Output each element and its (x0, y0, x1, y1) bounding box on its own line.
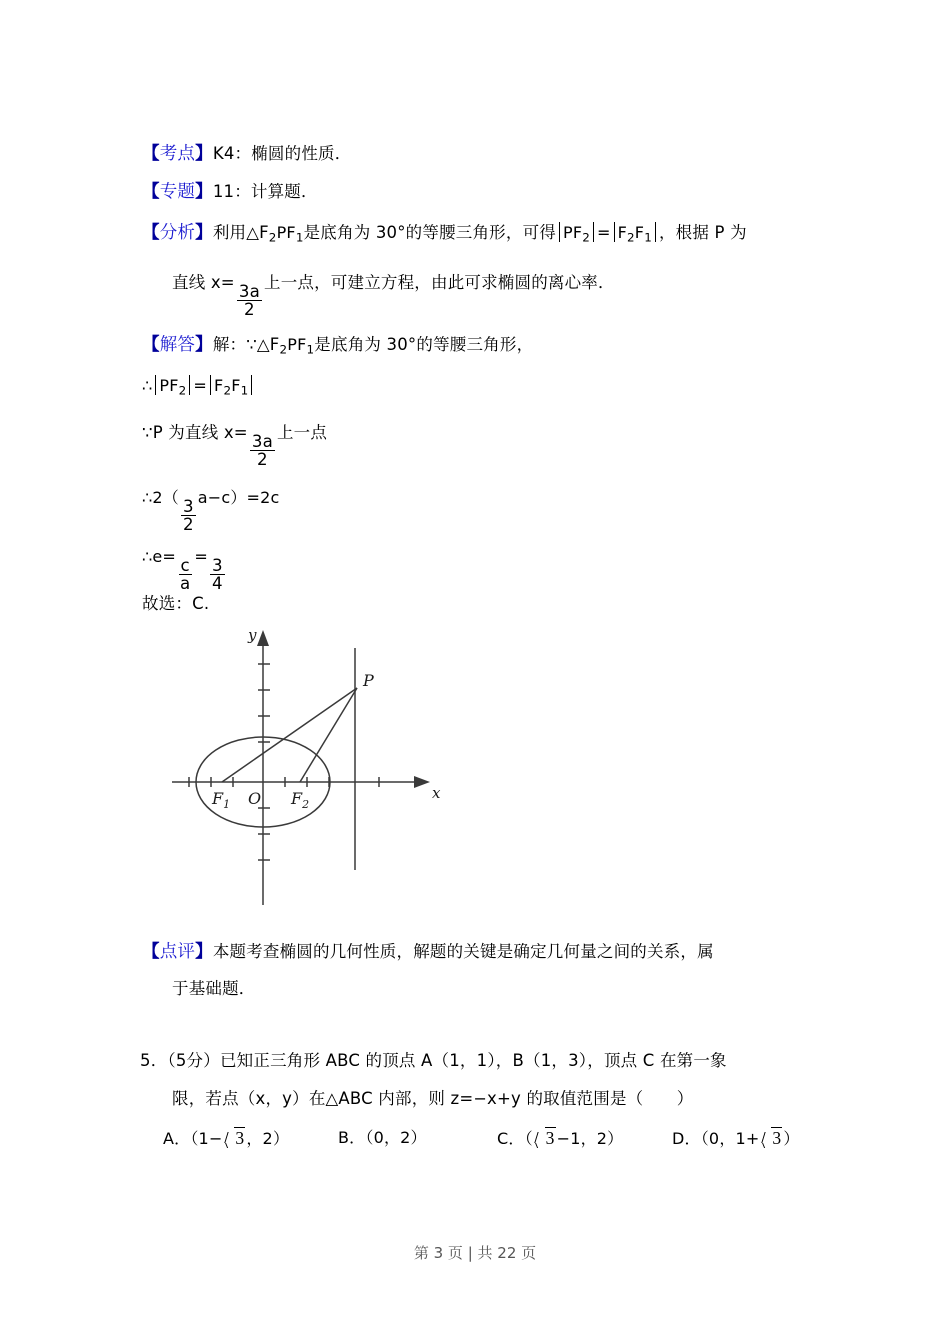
jieda-line3-b: 上一点 (276, 423, 328, 442)
segment-f1-p (222, 688, 357, 782)
dianping-line-2 (172, 978, 256, 999)
jieda-answer-line (142, 593, 209, 614)
jieda-abs1-text: PF (159, 376, 179, 395)
option-a-open: （1 (190, 1129, 209, 1148)
fenxi-abs2-sub-1: 2 (627, 230, 635, 245)
jieda-line-1 (142, 334, 533, 357)
jieda-abs2-sub-2: 1 (240, 383, 249, 398)
option-b-key: B． (338, 1128, 366, 1147)
jieda-line-2 (142, 375, 255, 398)
option-c[interactable] (497, 1127, 623, 1149)
jieda-abs1-sub: 2 (178, 383, 187, 398)
fenxi-abs1-text: PF (562, 223, 583, 242)
jieda-abs2-text-a: F (214, 376, 224, 395)
fenxi-line-2 (172, 272, 615, 319)
option-a-sign: − (208, 1129, 223, 1148)
focus-f1-label: $F_1$ (212, 789, 231, 811)
abs-bar-open-4 (210, 375, 211, 395)
option-b-value: （0，2） (365, 1128, 427, 1147)
dianping-tag: 【点评】 (142, 941, 213, 961)
abs-bar-open-2 (614, 222, 615, 242)
fenxi-sub-1: 2 (268, 230, 277, 245)
option-a[interactable] (163, 1127, 289, 1149)
sqrt-icon (761, 1127, 783, 1149)
fraction-3-over-2 (181, 498, 196, 534)
option-d-key: D． (672, 1129, 701, 1148)
origin-label: O (248, 789, 262, 808)
option-a-key: A． (163, 1129, 191, 1148)
fenxi-abs1-sub: 2 (582, 230, 591, 245)
option-c-tail: ，2） (580, 1129, 624, 1148)
fraction-denominator: 4 (212, 574, 223, 594)
question-5-number: 5． (140, 1051, 168, 1070)
fenxi-line-1 (142, 222, 747, 245)
abs-bar-open-3 (155, 375, 156, 395)
jieda-line5-a: ∴e= (142, 547, 177, 566)
fenxi-equals: = (597, 223, 611, 242)
focus-f2-label: $F_2$ (291, 789, 310, 811)
jieda-line-5 (142, 546, 227, 593)
jieda-line5-b: = (194, 547, 209, 566)
point-p-label: P (363, 671, 374, 690)
fraction-3-over-4 (210, 557, 225, 593)
fraction-denominator: a (180, 574, 191, 594)
ellipse-geometry-figure (160, 620, 450, 920)
dianping-line-1 (142, 941, 714, 962)
fraction-denominator: 2 (244, 300, 255, 320)
fenxi-text-a: 利用△F (212, 223, 269, 242)
jieda-text-a: 解：∵△F (212, 335, 280, 354)
jieda-abs2-text-b: F (231, 376, 241, 395)
kaodian-body: K4：椭圆的性质． (212, 144, 352, 163)
jieda-sub-1: 2 (279, 342, 288, 357)
x-axis-label: x (432, 784, 441, 802)
zhuanti-tag: 【专题】 (142, 181, 213, 201)
jieda-line4-a: ∴2（ (142, 488, 179, 507)
sqrt-icon (534, 1127, 556, 1149)
zhuanti-line (142, 181, 318, 202)
option-d-radicand: 3 (772, 1128, 782, 1148)
fenxi-tag: 【分析】 (142, 222, 213, 242)
jieda-tag: 【解答】 (142, 334, 213, 354)
jieda-sub-2: 1 (306, 342, 315, 357)
abs-bar-close-4 (251, 375, 252, 395)
therefore-symbol-1: ∴ (142, 376, 153, 395)
fenxi-abs2-text-b: F (634, 223, 645, 242)
jieda-text-c: 是底角为 30°的等腰三角形， (314, 335, 534, 354)
fraction-numerator: 3 (182, 496, 194, 516)
option-d-open: （0，1+ (700, 1129, 760, 1148)
question-5-stem-c: x+y 的取值范围是（ ） (487, 1089, 694, 1108)
y-axis-label: y (248, 626, 257, 644)
jieda-line3-a: ∵P 为直线 x= (142, 423, 248, 442)
fenxi-abs2-sub-2: 1 (644, 230, 652, 245)
fraction-numerator: 3 (212, 555, 223, 575)
option-d-tail: ） (783, 1129, 800, 1148)
page-number-label: 第 3 页 | 共 22 页 (413, 1244, 537, 1262)
jieda-abs2-sub-1: 2 (223, 383, 232, 398)
option-c-mid: 1 (570, 1129, 581, 1148)
option-c-key: C． (497, 1129, 525, 1148)
question-5-score: （5分） (167, 1051, 220, 1070)
jieda-equals: = (193, 376, 208, 395)
fraction-numerator: 3a (238, 281, 260, 301)
sqrt-icon (224, 1127, 246, 1149)
question-5-stem-b: 限，若点（x，y）在△ABC 内部，则 z= (172, 1089, 474, 1108)
fraction-numerator: 3a (251, 431, 273, 451)
option-c-radicand: 3 (545, 1128, 555, 1148)
fenxi-abs2-text-a: F (617, 223, 628, 242)
option-c-open: （ (524, 1129, 533, 1148)
question-5-stem-line-2 (172, 1088, 693, 1109)
fenxi-text-d: ，根据 P 为 (658, 223, 747, 242)
fraction-3a-over-2 (237, 283, 262, 319)
option-a-tail: ，2） (246, 1129, 290, 1148)
dianping-text-2: 于基础题． (172, 979, 256, 998)
jieda-line-3 (142, 422, 327, 469)
segment-f2-p (300, 688, 357, 782)
fraction-c-over-a (178, 557, 192, 593)
page-footer (0, 1242, 950, 1263)
kaodian-line (142, 143, 351, 164)
jieda-answer-text: 故选：C. (142, 594, 210, 613)
fraction-denominator: 2 (257, 450, 268, 470)
minus-sign: − (473, 1089, 488, 1108)
fraction-denominator: 2 (182, 515, 194, 535)
jieda-line-4 (142, 487, 280, 534)
fraction-numerator: c (180, 555, 190, 575)
y-axis-arrowhead (257, 630, 269, 646)
x-axis-arrowhead (414, 776, 430, 788)
fenxi-sub-2: 1 (295, 230, 304, 245)
option-b[interactable] (338, 1127, 427, 1148)
dianping-text-1: 本题考查椭圆的几何性质，解题的关键是确定几何量之间的关系，属 (212, 942, 714, 961)
fraction-3a-over-2-b (250, 433, 275, 469)
jieda-text-b: PF (287, 335, 307, 354)
option-d[interactable] (672, 1127, 800, 1149)
abs-bar-close-2 (655, 222, 656, 242)
jieda-line4-b: a−c）=2c (197, 488, 280, 507)
option-a-radicand: 3 (235, 1128, 245, 1148)
fenxi-text-b: PF (276, 223, 296, 242)
zhuanti-body: 11：计算题． (212, 182, 318, 201)
figure-svg (160, 620, 450, 920)
fenxi-line2-b: 上一点，可建立方程，由此可求椭圆的离心率． (264, 273, 615, 292)
fenxi-line2-a: 直线 x= (172, 273, 235, 292)
abs-bar-close-1 (593, 222, 594, 242)
abs-bar-open-1 (559, 222, 560, 242)
question-5-stem-line-1 (140, 1050, 727, 1071)
kaodian-tag: 【考点】 (142, 143, 213, 163)
abs-bar-close-3 (189, 375, 190, 395)
question-5-stem-a: 已知正三角形 ABC 的顶点 A（1，1），B（1，3），顶点 C 在第一象 (219, 1051, 727, 1070)
fenxi-text-c: 是底角为 30°的等腰三角形，可得 (303, 223, 556, 242)
option-c-sign: − (556, 1129, 571, 1148)
